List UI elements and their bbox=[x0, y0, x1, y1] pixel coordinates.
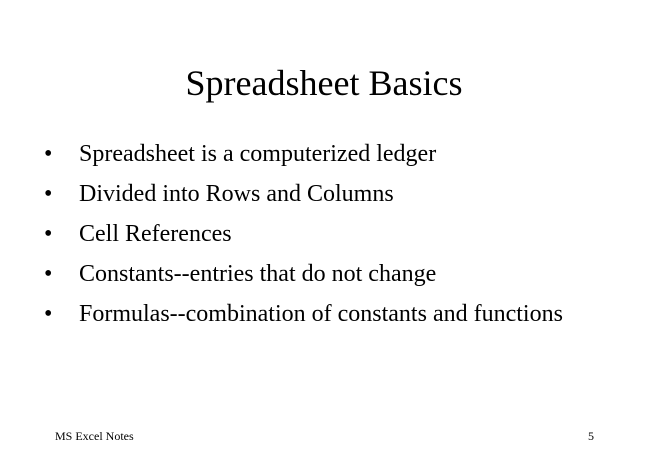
bullet-item bbox=[44, 218, 604, 250]
bullet-text: Cell References bbox=[79, 221, 232, 247]
bullet-text: Constants--entries that do not change bbox=[79, 261, 437, 287]
bullet-item bbox=[44, 298, 604, 330]
bullet-icon: • bbox=[44, 221, 53, 247]
bullet-item bbox=[44, 258, 604, 290]
page-number: 5 bbox=[588, 429, 594, 443]
bullet-icon: • bbox=[44, 301, 53, 327]
bullet-text: Divided into Rows and Columns bbox=[79, 181, 394, 207]
bullet-text: Formulas--combination of constants and functions bbox=[79, 301, 563, 327]
bullet-icon: • bbox=[44, 261, 53, 287]
bullet-item bbox=[44, 138, 604, 170]
bullet-item bbox=[44, 178, 604, 210]
bullet-list bbox=[44, 138, 604, 330]
footer-notes-label: MS Excel Notes bbox=[55, 429, 134, 443]
bullet-icon: • bbox=[44, 181, 53, 207]
bullet-text: Spreadsheet is a computerized ledger bbox=[79, 141, 437, 167]
bullet-icon: • bbox=[44, 141, 53, 167]
slide-title: Spreadsheet Basics bbox=[185, 63, 463, 103]
